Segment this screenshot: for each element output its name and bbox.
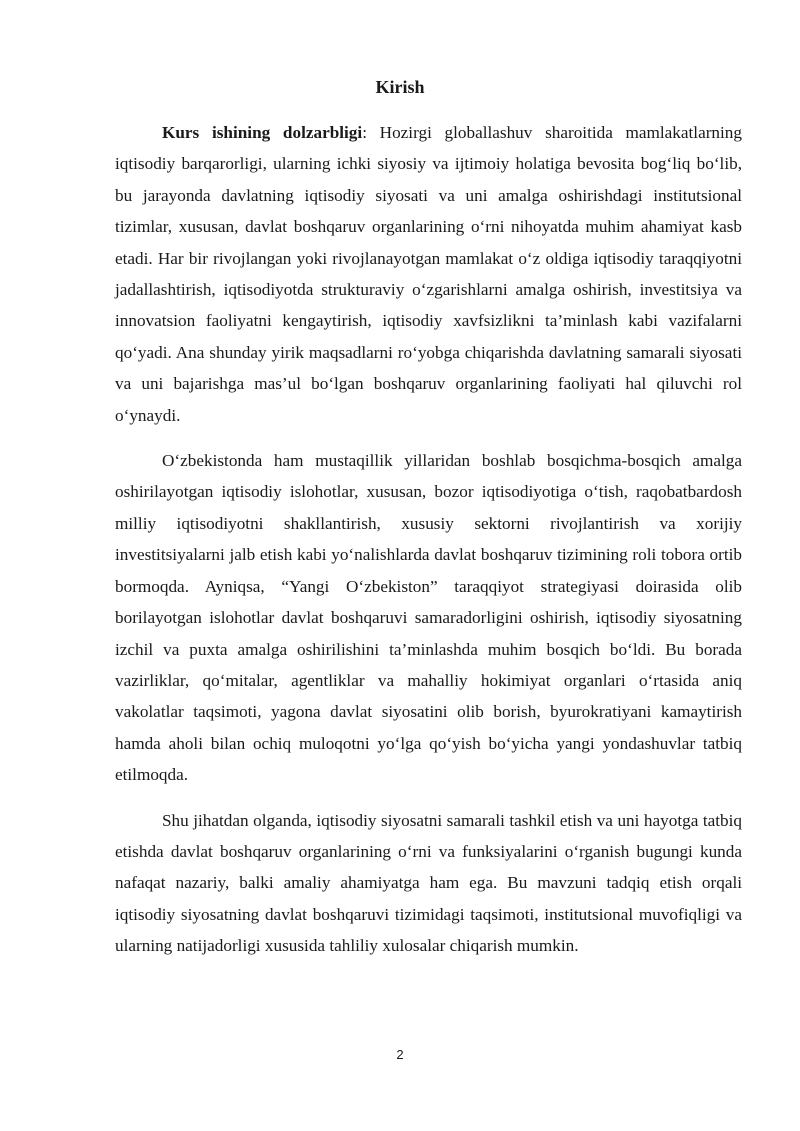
page-number: 2	[396, 1047, 404, 1062]
paragraph-text: Hozirgi globallashuv sharoitida mamlakatlarning iqtisodiy barqarorligi, ularning ichki siyosiy va ijtimoiy holatiga bevosita bog‘liq bo‘lib, bu jarayonda davlatning iqtisodiy siyosati va uni amalga oshirishdagi institutsional tizimlar, xususan, davlat boshqaruv organlarining o‘rni nihoyatda muhim ahamiyat kasb etadi. Har bir rivojlangan yoki rivojlanayotgan mamlakat o‘z oldiga iqtisodiy taraqqiyotni jadallashtirish, iqtisodiyotda strukturaviy o‘zgarishlarni amalga oshirish, investitsiya va innovatsion faoliyatni kengaytirish, iqtisodiy xavfsizlikni ta’minlash kabi vazifalarni qo‘yadi. Ana shunday yirik maqsadlarni ro‘yobga chiqarishda davlatning samarali siyosati va uni bajarishga mas’ul bo‘lgan boshqaruv organlarining faoliyati hal qiluvchi rol o‘ynaydi.	[115, 123, 742, 425]
paragraph-lead: Kurs ishining dolzarbligi	[162, 123, 363, 142]
section-title: Kirish	[375, 77, 425, 97]
paragraph-research-significance	[115, 805, 742, 962]
paragraph-uzbekistan-reforms	[115, 445, 742, 790]
paragraph-text: O‘zbekistonda ham mustaqillik yillaridan boshlab bosqichma-bosqich amalga oshirilayotgan iqtisodiy islohotlar, xususan, bozor iqtisodiyotiga o‘tish, raqobatbardosh milliy iqtisodiyotni shakllantirish, xususiy sektorni rivojlantirish va xorijiy investitsiyalarni jalb etish kabi yo‘nalishlarda davlat boshqaruv tizimining roli tobora ortib bormoqda. Ayniqsa, “Yangi O‘zbekiston” taraqqiyot strategiyasi doirasida olib borilayotgan islohotlar davlat boshqaruvi samaradorligini oshirish, iqtisodiy siyosatning izchil va puxta amalga oshirilishini ta’minlashda muhim bosqich bo‘ldi. Bu borada vazirliklar, qo‘mitalar, agentliklar va mahalliy hokimiyat organlari o‘rtasida aniq vakolatlar taqsimoti, yagona davlat siyosatini olib borish, byurokratiyani kamaytirish hamda aholi bilan ochiq muloqotni yo‘lga qo‘yish bo‘yicha yangi yondashuvlar tatbiq etilmoqda.	[115, 451, 742, 785]
paragraph-relevance	[115, 117, 742, 431]
paragraph-lead-suffix: :	[362, 123, 380, 142]
paragraph-text: Shu jihatdan olganda, iqtisodiy siyosatni samarali tashkil etish va uni hayotga tatbiq etishda davlat boshqaruv organlarining o‘rni va funksiyalarini o‘rganish bugungi kunda nafaqat nazariy, balki amaliy ahamiyatga ham ega. Bu mavzuni tadqiq etish orqali iqtisodiy siyosatning davlat boshqaruvi tizimidagi taqsimoti, institutsional muvofiqligi va ularning natijadorligi xususida tahliliy xulosalar chiqarish mumkin.	[115, 810, 742, 956]
body-text	[115, 117, 742, 976]
